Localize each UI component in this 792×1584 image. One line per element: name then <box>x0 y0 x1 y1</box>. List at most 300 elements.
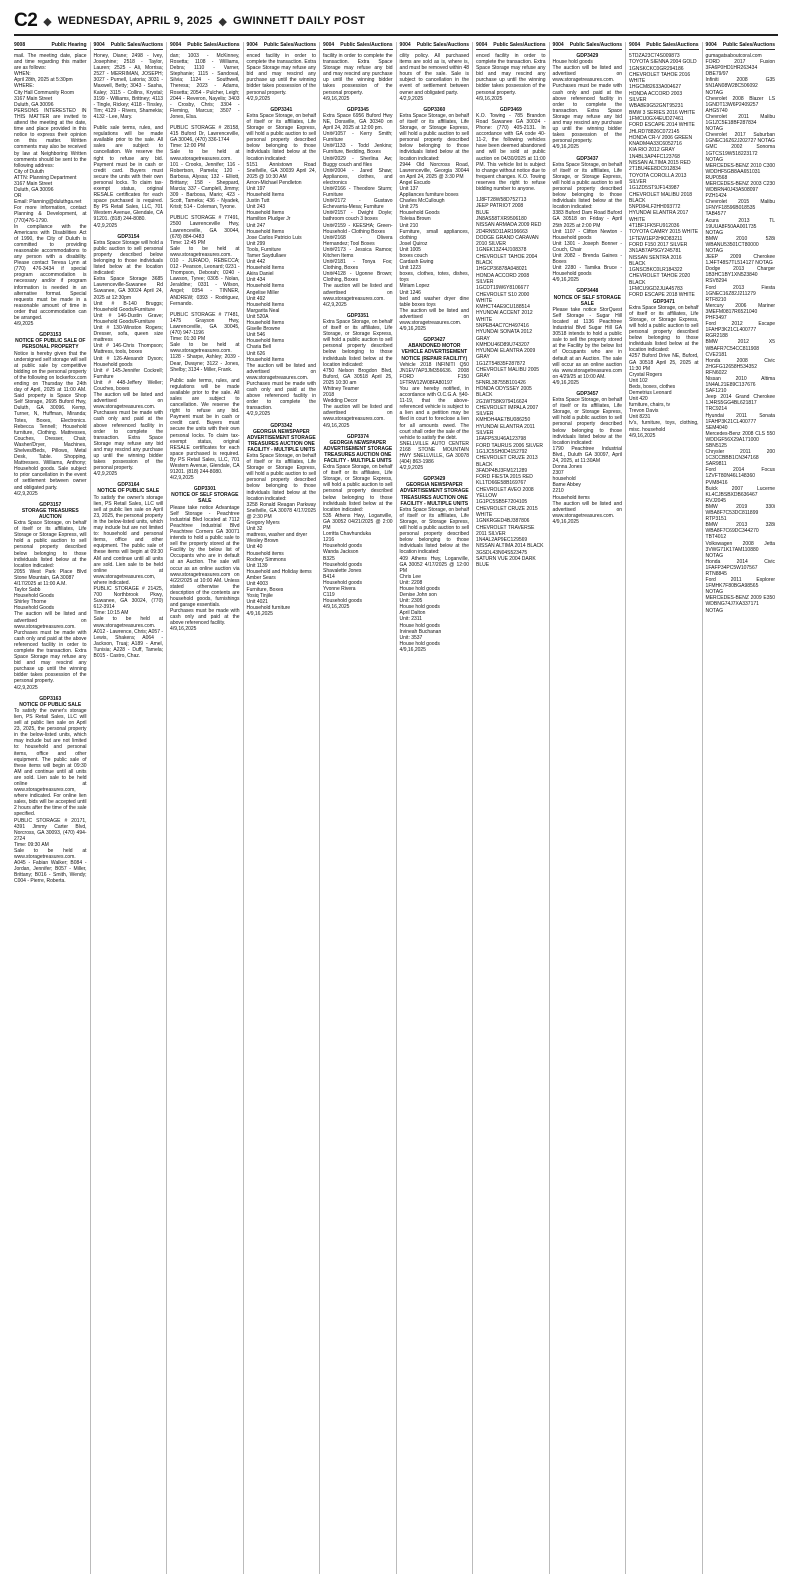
notice-line: Whitney Teamer <box>323 385 360 392</box>
notice-line: To satisfy the owner's storage lien, PS Retail Sales, LLC will sell at public lien sale on April 23, 2025, the personal property in the below-listed units, which may include but are not limited to: household and personal items, office and other equipment. The public sale of these items will begin at 09:30 AM and continue until all units are sold. Lien sale to be held online at www.storagetreasures.com, where indicated. <box>93 494 165 586</box>
notice-line: Ford 2014 Focus 1ZVFT80N46L148360 PVM8416 <box>705 467 777 486</box>
notice-line: In compliance with the Americans with Disabilities Act of 1990, the City of Duluth is committed to providing reasonable accommodations to any person with a disability. Please contact Teresa Lynn at (770) 476-3434 if special program accommodation is necessary and/or if program information is needed in an alternative format. Special requests must be made in a reasonable amount of time in order that accommodation can be arranged. <box>14 223 88 322</box>
notice-line: Public sale terms, rules, and regulations will be made available prior to the sale. All sales are subject to cancellation. We reserve the right to refuse any bid. Payment must be in cash or credit card. Buyers must secure the units with their own personal locks. To claim tax-exempt status, original RESALE certificates for each space purchased is required. By PS Retail Sales, LLC, 701 Western Avenue, Glendale, CA 91201. (818) 244-8080. <box>170 377 241 476</box>
notice-line: MERCEDES-BENZ 2003 C230 WDBRN40J43A508097 PZH1424 <box>705 180 777 200</box>
notice-line: Buick 2007 Lucerne KL4CJBSBXDB636467 RVJ2045 <box>705 485 777 504</box>
legal-notice <box>706 53 776 614</box>
notice-line: Unit 420 <box>629 396 648 403</box>
vehicle-entry: HYUNDAI ELANTRA 2011 SILVER <box>476 423 535 437</box>
notice-line: A045 - Fabian Walker; B084 - Jordan, Jennifer; B057 - Miller, Brittany; B016 - Smith, Wendy; C004 - Pierre, Roberta. <box>14 860 88 885</box>
notice-line: C119 <box>323 592 335 599</box>
column-header <box>629 42 699 50</box>
legal-notice <box>400 476 470 653</box>
legal-notice <box>323 434 393 611</box>
notice-line: 4/9,16,2025 <box>552 518 579 525</box>
notice-line: Unit: 2311 <box>399 616 422 623</box>
notice-line: Household Items <box>246 210 285 217</box>
legal-notice <box>94 482 164 659</box>
notice-line: Shirley Thorne <box>14 599 47 606</box>
notice-line: Household Items <box>246 338 285 345</box>
vehicle-entry: 5NPEB4AC7CH497416 <box>476 323 529 329</box>
vehicle-entry: CHEVROLET TRAVERSE 2011 SILVER <box>476 524 535 537</box>
notice-line: cility policy. All purchased items are sold as is, where is, and must be removed within 48 hours of the sale. Sale is subject to cancellation in the event of settlement between owner and obligated party. <box>399 53 471 96</box>
notice-line: Please take notice StorQuest Self Storage - Sugar Hill located at 1136 Peachtree Industrial Blvd Sugar Hill GA 30518 intends to hold a public sale to sell the property stored at the Facility by the below list of Occupants who are in default at an Auction. The sale will occur as an online auction via www.storagetreasures.com on 4/29/25 at 10:00 AM. <box>552 306 624 380</box>
column-category-code: 9004 <box>170 42 182 48</box>
column-5 <box>319 42 396 1574</box>
notice-line: Taylor Sabb <box>14 587 41 594</box>
bullet-separator-icon: ◆ <box>218 15 227 28</box>
notice-title: GEORGIA NEWSPAPER ADVERTISEMENT STORAGE TREASURES AUCTION ONE FACILITY - MULTIPLE UNITS <box>246 428 316 453</box>
notice-line: Unit#1057 - Kerry Smith; Furniture <box>323 131 394 144</box>
notice-line: 4/2,9,2025 <box>399 465 424 472</box>
notice-line: OR <box>14 193 22 200</box>
legal-notice <box>170 378 240 482</box>
notice-line: Unit 442 <box>246 259 266 266</box>
notice-line: The auction will be listed and advertised on www.storagetreasures.com. <box>323 283 394 302</box>
notice-line: JEEP 2009 Cherokee 1J4FT48S7TL514127 NOTAG <box>705 254 777 267</box>
notice-line: 4/2,9,2025 <box>170 475 194 482</box>
notice-line: 2055 West Park Place Blvd Stone Mountain, GA 30087 <box>14 568 88 581</box>
notice-line: Honda 2008 Civic 2HGFG12658H534352 RFN6022 <box>705 357 777 376</box>
vehicle-entry: 1FMCU9GD2JUA45783 <box>629 285 683 292</box>
page-number: C2 <box>14 10 38 31</box>
notice-id: GDP3342 <box>270 422 293 429</box>
notice-line: facility in order to complete the transaction. Extra Space Storage may refuse any bid and may rescind any purchase up until the winning bidder takes possession of the personal property. <box>323 53 394 96</box>
notice-line: Extra Space Storage, on behalf of itself or its affiliates, Life Storage, or Storage Express, will hold a public auction to sell personal property described below belonging to those individuals listed below at the location indicated: <box>399 112 471 162</box>
column-category-name: Public Sales/Auctions <box>110 42 164 48</box>
column-category-name: Public Sales/Auctions <box>340 42 393 48</box>
notice-line: 4/9,16,2025 <box>399 646 426 653</box>
notice-id: GDP3153 <box>39 332 62 339</box>
notice-line: Wanda Jackson <box>323 549 359 556</box>
notice-line: Unit # 126-Alexandr Dyson; Household goods <box>93 355 165 368</box>
notice-line: Akira Daniel <box>246 271 274 278</box>
notice-line: Rodney Simmons <box>246 556 287 563</box>
vehicle-entry: WBA8E9G52GNT95231 <box>629 103 684 110</box>
notice-line: A012 - Lawrence, Chris; A057 - Lewis, Shakera; A064 - Jackson, Truaj; A189 - Amel, Tunisia; A228 - Duff, Tamela; B015 - Castro, Chaz. <box>93 628 165 659</box>
notice-line: 3167 Main Street <box>14 95 53 102</box>
notice-line: Shavalette Jones <box>323 567 362 574</box>
notice-line: Unit 1246 <box>399 289 421 296</box>
notice-line: WHEN: <box>14 71 31 78</box>
vehicle-entry: 2D4RN5D11AR196663 <box>476 228 528 235</box>
notice-line: Ford 2013 Fiesta 1GNEC16Z82J211279 RTF8210 <box>705 284 777 303</box>
notice-line: Nissan 2010 Altima 1N4AL21E89C137676 SAF1210 <box>705 375 777 395</box>
notice-line: Unit 1301 - Joseph Bonner - Couch, Chair <box>552 240 624 253</box>
notice-line: FORD 2017 Fusion 3FA6P0HD1HR263434 DBE79/97 <box>705 59 777 78</box>
notice-line: Honey, Diane; 2498 - Ivey, Josephine; 2518 - Taylor, Lauren; 2525 - Ali, Morrisa; 2527 - MERRIMAN, JOSEPH; 3027 - Purnell, Latoria; 3031 - Maxwell, Betty; 3043 - Sasha, Kaley; 3115 - Collins, Krystal; 3199 - Williams, Brittney; 4113 - Tingle, Rickey; 4118 - Tinsley, Tim; 4129 - Rivers, Shamekia; 4132 - Lee, Mary. <box>93 53 165 120</box>
notice-line: Furniture, small appliances, clothing <box>399 228 471 241</box>
notice-line: Mercedes-Benz 2008 CLS 550 WDDGF56X29A171000 SBN5125 <box>705 430 777 449</box>
notice-line: Duluth, GA 30096 <box>14 187 54 194</box>
notice-line: WHERE: <box>14 83 34 90</box>
notice-line: Wesley Brown <box>246 538 279 545</box>
notice-line: MERCEDES-BENZ 2009 E350 WDBNG74J7XA337171 NOTAG <box>705 595 777 614</box>
vehicle-entry: 1N4BL3AP4FC123768 <box>629 153 680 160</box>
notice-line: Beds, boxes, clothes <box>629 383 676 390</box>
vehicle-entry: 1G1JC5SH0D4152792 <box>476 448 528 455</box>
notice-line: Jeep 2014 Grand Cherokee 1J4RS5GG4BL621817 TRC9214 <box>705 394 777 413</box>
vehicle-entry: HYUNDAI SONATA 2012 GRAY <box>476 329 532 342</box>
notice-line: Unit#2029 - Sherlina Aw; Buggy couch and files <box>323 155 394 168</box>
notice-line: Extra Space Storage, on behalf of itself or its affiliates, Life Storage or Storage Express, will hold a public auction to sell personal property described below belonging to those individuals listed below at the location indicated: <box>246 112 318 162</box>
notice-line: MERCEDES-BENZ 2010 C300 WDDHF5GB8AA651031 RUP0568 <box>705 162 777 181</box>
notice-line: PUBLIC STORAGE # 77481, 1475 Grayson Hwy, Lawrenceville, GA 30045, (470) 947-1196 <box>170 311 241 337</box>
notice-line: Household Items <box>246 320 285 327</box>
notice-line: 2944 Old Norcross Road, Lawrenceville, Georgia 30044 on April 24, 2025 @ 3:30 PM <box>399 161 471 180</box>
notice-id: GDP3427 <box>423 337 446 344</box>
notice-line: Vehicle 2018 INFINITI Q50 JN1EV7AP3JM356636. 2008 FORD F150 1FTRW12W08FA80197 <box>399 361 471 386</box>
notice-line: Unit 4003 <box>246 580 268 587</box>
legal-notice <box>247 107 317 418</box>
vehicle-entry: 5FNRL38755B101426 <box>476 379 526 386</box>
notice-line: 010 - JURADO, REBECCA; 012 - Pearson, Leonard; 0231 - Thompson, Deborah; 0240 - Lawson, Tyree; 0305 - Nolan, Jeraldine; 0331 - Wilson, Angel; 0354 - TINNER, ANDREW; 0393 - Rodriguez, Fernando. <box>170 258 241 307</box>
notice-line: Household Items <box>246 265 285 272</box>
notice-line: 4/2,9,2025 <box>14 684 38 691</box>
notice-line: Angelise Miller <box>246 289 280 296</box>
vehicle-entry: CHEVROLET TAHOE 2016 WHITE <box>629 71 691 85</box>
notice-line: Extra Space 6956 Buford Hwy NE, Doraville, GA 30340 on April 24, 2025 at 12:00 pm. <box>323 112 394 132</box>
notice-line: Furniture, Boxes <box>246 587 284 594</box>
notice-line: Household Items <box>246 356 285 363</box>
notice-id: GDP3448 <box>576 288 599 295</box>
notice-line: Unit#2173 - Jessica Ramos; Kitchen Items <box>323 246 394 259</box>
notice-line: Ford 2012 Escape 1FAHP3K21CL400777 RGR2188 <box>705 321 777 340</box>
notice-line: Sale to be held at www.storagetreasures.com. <box>170 245 241 258</box>
notice-line: Unit 8231 <box>629 414 651 421</box>
notice-line: Unit # 130-Winston Rogers; Dresser, sofa, queen size mattress <box>93 325 165 344</box>
notice-line: Time: 09:30 AM <box>14 841 49 848</box>
notice-line: Chevrolet 2011 Malibu 1G1ZC5E18BF287834 NOTAG <box>705 113 777 133</box>
notice-line: House hold goods <box>399 585 440 592</box>
vehicle-entry: JN8AS58TXR9506180 <box>476 215 527 222</box>
notice-id: GDP3345 <box>346 106 369 113</box>
notice-line: Unit 2082 - Brenda Gaines - Boxes <box>552 253 624 266</box>
column-1 <box>14 42 90 1574</box>
column-category-code: 9004 <box>629 42 641 48</box>
vehicle-entry: CHEVROLET S10 2000 WHITE <box>476 291 530 304</box>
notice-line: Extra Space Storage, on behalf of itself or its affiliates, Life Storage, or Storage Express, will hold a public auction to sell personal property described below belonging to those individuals listed below at the location indicated: <box>399 506 471 556</box>
notice-line: Unit 1223 <box>399 265 421 272</box>
column-header <box>94 42 164 50</box>
notice-line: Purchases must be made with cash only and paid at the above referenced facility. <box>170 608 241 627</box>
notice-line: Unit 2280 - Tamika Bruce - Household goods <box>552 265 624 278</box>
column-category-code: 9004 <box>323 42 335 48</box>
notice-line: Household goods <box>323 561 362 568</box>
notice-line: Honda 2014 Civic 1FAFP34PC5W107567 RTN8845 <box>705 558 777 577</box>
notice-line: 3167 Main Street <box>14 180 53 187</box>
legal-notice <box>400 53 470 102</box>
vehicle-entry: NISSAN SENTRA 2016 BLACK <box>629 254 682 267</box>
notice-line: Dodge 2013 Charger 1B3HC1BY1XN523840 RSV8294 <box>705 266 777 285</box>
bullet-separator-icon: ◆ <box>43 15 52 28</box>
vehicle-entry: 3FADP4BJ3FM121289 <box>476 467 528 474</box>
vehicle-entry: 1N4AL2AP9EC129569 <box>476 537 528 544</box>
notice-line: Duluth, GA 30096 <box>14 101 54 108</box>
vehicle-entry: CHEVROLET MALIBU 2005 GRAY <box>476 367 540 380</box>
notice-line: Tamer Saydullaev <box>246 253 287 259</box>
notice-title: NOTICE OF PUBLIC SALE <box>97 488 160 495</box>
column-category-name: Public Sales/Auctions <box>722 42 776 48</box>
column-header <box>170 42 240 50</box>
legal-notice <box>629 299 699 439</box>
vehicle-entry: 1GNEK13Z44J108378 <box>476 247 527 254</box>
notice-line: Extra Space Storage, on behalf of itself or its affiliates, Life Storage, or Storage Express, will hold a public auction to sell personal property described below belonging to those individuals listed below at the location indicated: <box>323 318 394 368</box>
notice-line: The auction will be listed and advertised on www.storagetreasures.com. <box>399 307 471 327</box>
notice-line: Unit#1133 - Todd Jenkins; Furniture, Bedding, Boxes <box>323 143 394 156</box>
legal-notice <box>400 337 470 471</box>
notice-line: 4/9,16,2025 <box>552 379 579 386</box>
notice-line: Unit 626 <box>246 350 266 357</box>
vehicle-entry: HYUNDAI ELANTRA 2009 GRAY <box>476 348 536 361</box>
vehicle-entry: DODGE GRAND CARAVAN 2010 SILVER <box>476 234 539 248</box>
vehicle-entry: CHEVROLET TAHOE 2004 BLACK <box>476 253 538 267</box>
legal-notice <box>323 53 393 102</box>
notice-line: Demetrius Leonard <box>629 389 672 396</box>
notice-line: Gregory Myers <box>246 520 280 527</box>
column-9 <box>625 42 702 1574</box>
notice-line: Sale to be held at www.storagetreasures.com. <box>93 616 165 629</box>
notice-line: enced facility in order to complete the transaction. Extra Space Storage may refuse any bid and may rescind any purchase up until the winning bidder takes possession of the personal property. <box>246 53 318 96</box>
notice-line: Tools, Furniture <box>246 246 282 253</box>
notice-line: City of Duluth <box>14 168 45 175</box>
notice-id: GDP3163 <box>39 695 62 702</box>
notice-title: NOTICE OF SELF STORAGE SALE <box>171 492 239 505</box>
vehicle-entry: CHEVROLET AVEO 2008 YELLOW <box>476 486 534 500</box>
notice-line: Extra Space Storage, on behalf of itself or its affiliates, Life Storage or Storage Express, will hold a public auction to sell personal property described below belonging to those individuals listed below at the location indicated: <box>14 520 88 569</box>
legal-notice <box>476 53 546 102</box>
vehicle-entry: 1GCDT19W6Y8106677 <box>476 285 529 292</box>
notice-line: 4/2,9,2025 <box>93 471 118 478</box>
notice-line: Extra Space Storage, on behalf of itself or its affiliates, Life Storage, or Storage Express, will hold a public auction to sell personal property described below belonging to those individuals listed below at the location indicated: <box>552 397 624 446</box>
notice-line: Sale to be held at www.storagetreasures.com. <box>170 342 241 355</box>
notice-line: Unit 434 <box>246 277 266 284</box>
notice-line: Yosiq Tinjile <box>246 593 273 600</box>
notice-line: Email: Planning@duluthga.net <box>14 199 82 206</box>
notice-line: Extra Space Storage, on behalf of itself or its affiliates, Life Storage or Storage Express, will hold a public auction to sell personal property described below belonging to those individuals listed below at the location indicated: <box>246 453 318 502</box>
notice-title: NOTICE OF PUBLIC SALE OF PERSONAL PROPERTY <box>15 338 86 351</box>
notice-line: The auction will be listed and advertised on www.storagetreasures.com. Purchases must be made with cash only and paid at the above referenced facility in order to complete the transaction. Extra Space Storage may refuse any bid and may rescind any purchase up until the winning bidder takes possession of the personal property. <box>93 392 165 472</box>
notice-line: The auction will be listed and advertised on www.storagetreasures.com. Purchases must be made with cash only and paid at the above referenced facility in order to complete the transaction. <box>246 362 318 412</box>
vehicle-entry: KMHDH4AE7BU086250 <box>476 417 531 424</box>
notice-line: April Dalton <box>399 610 426 617</box>
notice-line: 2018 <box>323 392 335 399</box>
column-category-name: Public Sales/Auctions <box>263 42 317 48</box>
notice-line: Chrysler 2011 200 1C3CCBBB1CN347168 SAR9811 <box>705 449 777 468</box>
column-3 <box>166 42 243 1574</box>
legal-notice <box>553 156 623 284</box>
notice-line: House hold goods <box>399 640 440 647</box>
notice-line: BMW 2013 328i WBA8F7C69DC344270 TBT4012 <box>705 522 777 541</box>
notice-line: Household Items <box>246 301 285 308</box>
notice-line: furniture, chairs, tv <box>629 402 671 409</box>
vehicle-entry: 3GSDL43N04S523475 <box>476 549 528 556</box>
vehicle-entry: NISSAN ALTIMA 2015 RED <box>629 160 691 167</box>
notice-id: GDP3471 <box>652 298 675 305</box>
notice-id: GDP3341 <box>270 106 293 113</box>
vehicle-entry: HYUNDAI ACCENT 2012 WHITE <box>476 310 533 323</box>
notice-line: tv's, furniture, toys, clothing, misc. household <box>629 420 700 433</box>
notice-line: Time: 01:30 PM <box>170 336 206 343</box>
legal-notice <box>247 53 317 102</box>
notice-line: 4/9,16,2025 <box>476 95 503 102</box>
notice-line: 2210 <box>552 488 564 495</box>
notice-line: House hold goods <box>399 622 440 629</box>
notice-line: 4/2,9,2025 <box>323 301 347 308</box>
vehicle-list <box>476 197 546 569</box>
notice-line: Unit#2157 - Dwight Doyle; bathroom couch 3 boxes <box>323 210 394 223</box>
notice-line: Extra Space Storage, on behalf of itself or its affiliates, Life Storage, or Storage Express, will hold a public auction to sell personal property described below belonging to those individuals listed below at the location indicated: <box>552 161 624 211</box>
notice-line: Giselle Browne <box>246 326 281 333</box>
notice-line: City Hall Community Room <box>14 89 75 96</box>
notice-line: Unit: 2208 <box>399 579 423 586</box>
notice-id: GDP3157 <box>39 501 62 508</box>
vehicle-entry: 1G1ZD5ST9JF143987 <box>629 185 680 192</box>
vehicle-entry: HONDA ODYSSEY 2005 BLACK <box>476 385 532 399</box>
notice-line: April 28th, 2025 at 5:30pm <box>14 77 73 84</box>
notice-line: 4/2,9,2025 <box>246 95 271 102</box>
notice-line: Public sale terms, rules, and regulations will be made available prior to the sale. All sales are subject to cancellation. We reserve the right to refuse any bid. Payment must be in cash or credit card. Buyers must secure the units with their own personal locks. To claim tax-exempt status, original RESALE certificates for each space purchased is required. By PS Retail Sales, LLC, 701 Western Avenue, Glendale, CA 91201. (818) 244-8080. <box>93 125 165 223</box>
legal-notice <box>170 125 240 210</box>
vehicle-entry: CHEVROLET CRUZE 2013 BLACK <box>476 455 538 468</box>
notice-line: mail. The meeting date, place and time regarding this matter are as follows: <box>14 53 88 72</box>
notice-line: Household Goods <box>14 593 55 600</box>
vehicle-entry: 1GNKRGED4BJ387806 <box>476 518 530 525</box>
notice-line: Unit#2181 - Tonya Fox; Clothing, Boxes <box>323 259 394 272</box>
vehicle-entry: JHLRD78826C072145 <box>629 128 680 135</box>
notice-line: BMW 2010 528i WBANU53501CT80000 NOTAG <box>705 235 777 254</box>
column-category-code: 9008 <box>14 42 26 48</box>
notice-line: Arron-Michael Pendleton <box>246 179 302 186</box>
notice-line: Extra Space Storage, on behalf of itself or its affiliates, Life Storage, or Storage Express, will hold a public auction to sell personal property described below belonging to those individuals listed below at the location indicated: <box>323 464 394 513</box>
notice-line: 3383 Buford Dam Road Buford GA 30518 on Friday - April 25th 2025 at 2:00 PM <box>552 210 624 229</box>
notice-line: Household goods <box>323 543 362 550</box>
notice-line: Charia Bell <box>246 344 272 351</box>
notice-line: Unit 1005 <box>399 246 421 253</box>
notice-line: Time: 12:45 PM <box>170 239 206 246</box>
notice-line: bed and washer dryer dine table boxes toys <box>399 295 471 308</box>
notice-line: Unit 520A <box>246 313 269 320</box>
vehicle-entry: 3N1AB7AP5GY245781 <box>629 248 682 255</box>
notice-line: Unit: 3537 <box>399 634 423 641</box>
notice-line: Angel Escudo <box>399 179 431 186</box>
notice-line: Infiniti 2008 G35 5N1AN08W28C506092 NOTAG <box>705 77 777 96</box>
notice-line: Hyundai 2011 Sonata 1FAHP3K21CL400777 SEM4040 <box>705 412 777 431</box>
vehicle-entry: HYUNDAI ELANTRA 2017 WHITE <box>629 210 689 223</box>
notice-id: GDP3351 <box>346 312 369 319</box>
notice-line: Unit 492 <box>246 295 266 302</box>
vehicle-entry: CHEVROLET TAHOE 2020 BLACK <box>629 273 691 286</box>
notice-title: GEORGIA NEWSPAPER ADVERTISEMENT STORAGE TREASURES AUCTION ONE FACILITY - MULTIPLE UNITS <box>399 482 469 507</box>
page-header <box>14 8 778 36</box>
notice-title: NOTICE OF PUBLIC SALE <box>19 701 82 708</box>
notice-line: Sale to be held at www.storagetreasures.com. <box>170 149 241 162</box>
column-header <box>14 42 87 50</box>
notice-line: Chevrolet 2015 Malibu 1FNYF18596B018535 TAB4577 <box>705 199 777 218</box>
notice-id: GDP3429 <box>576 53 599 59</box>
column-header <box>553 42 623 50</box>
notice-line: Unit # B-140 Bruggs; Household Goods/Furniture <box>93 300 165 313</box>
notice-line: 4/9,16,2025 <box>323 604 350 611</box>
vehicle-entry: NISSAN ARMADA 2009 RED <box>476 222 542 229</box>
notice-line: 4/9,16,2025 <box>629 432 656 439</box>
classified-columns <box>14 42 778 1574</box>
column-category-code: 9004 <box>399 42 411 48</box>
notice-line: Crystal Rogers <box>629 371 663 378</box>
notice-line: Unit#2159 - KEESHA; Green-Household - Clothing Boxes <box>323 222 393 235</box>
vehicle-entry: KIA RIO 2012 GRAY <box>629 147 675 154</box>
column-10 <box>702 42 779 1574</box>
vehicle-entry: 1HGCM82633A004627 <box>629 84 682 91</box>
vehicle-entry: CHEVROLET MALIBU 2018 BLACK <box>629 191 693 204</box>
notice-line: 1790 Peachtree Industrial Blvd., Duluth GA 30097, April 24, 2025, at 11:30AM <box>552 445 624 464</box>
notice-line: Unit 102 <box>629 377 648 384</box>
notice-line: PUBLIC STORAGE # 77491, 2500 Lawrenceville Hwy, Lawrenceville, GA 30044, (678) 884-0483 <box>170 215 241 240</box>
legal-notice <box>94 234 164 478</box>
legal-notice <box>553 53 623 151</box>
notice-line: 4/9,16,2025 <box>246 611 273 618</box>
notice-line: 4/9,16,2025 <box>323 95 350 102</box>
notice-line: You are hereby notified, in accordance with O.C.G.A. §40-11-19, that the above-referenced vehicle is subject to a lien and a petition may be filed in court to foreclose a lien for all amounts owed. The court shall order the sale of the vehicle to satisfy the debt. <box>399 385 471 441</box>
notice-line: House hold goods <box>399 604 440 611</box>
notice-line: PUBLIC STORAGE # 28158, 415 Buford Dr, Lawrenceville, GA 30046, (470) 336-1744 <box>170 125 241 144</box>
column-header <box>323 42 393 50</box>
notice-line: Unit 137 <box>399 185 419 192</box>
legal-notice <box>14 332 87 497</box>
notice-line: dan; 1003 - McKinney, Rosetta; 1108 - Williams, Debra; 1110 - Varner, Stephanie; 1115 - Sandoval, Silvia; 1124 - Southwell, Theresa; 2023 - Adams, Rosetta; 2054 - Pulcher, Leigh; 2044 - Reveron, Nayelis; 3403 - Crosby, Chris; 3304 - Fleming, Marcus; 3507 - Jones, Elsa. <box>170 53 241 120</box>
notice-line: B414 <box>323 573 335 580</box>
column-category-name: Public Sales/Auctions <box>646 42 699 48</box>
notice-title: GEORGIA NEWSPAPER ADVERTISEMENT STORAGE TREASURES AUCTION ONE FACILITY - MULTIPLE UNITS <box>323 439 393 464</box>
column-6 <box>396 42 473 1574</box>
vehicle-entry: 1J8FT28W58D752713 <box>476 197 527 204</box>
notice-line: House hold goods <box>552 59 593 66</box>
notice-line: Appliances furniture boxes <box>399 192 459 199</box>
column-category-name: Public Sales/Auctions <box>493 42 546 48</box>
column-4 <box>243 42 320 1574</box>
notice-line: 4750 Nelson Brogdon Blvd, Buford, GA 30518 April 25, 2025 10:30 am <box>323 367 394 386</box>
vehicle-entry: 1G1ZT54835F287872 <box>476 360 526 367</box>
notice-line: PUBLIC STORAGE # 20171, 4391 Jimmy Carter Blvd, Norcross, GA 30093, (470) 494-2724 <box>14 817 88 842</box>
vehicle-entry: KMHCT4AE9CU188514 <box>476 304 530 311</box>
vehicle-entry: KNADM4A33C6052716 <box>629 141 682 148</box>
notice-line: Unit # 448-Jeffery Weller; Couches, boxes <box>93 379 165 392</box>
notice-line: 4/9,2025 <box>14 321 34 328</box>
vehicle-entry: TOYOTA SIENNA 2004 GOLD <box>629 59 697 66</box>
notice-line: Sale to be held at www.storagetreasures.com. <box>14 848 88 861</box>
vehicle-entry: 5TDZA23C74S009873 <box>629 53 680 59</box>
notice-line: 1128 - Sharpe, Ashley; 2039 - Dear, Dwayne; 3122 - Jones, Shelby; 3134 - Miller, Frank. <box>170 354 241 373</box>
notice-line: Unit: 2305 <box>399 598 423 605</box>
notice-line: Unit 275 <box>399 204 419 211</box>
vehicle-entry: 1FMCU0GX4EUD27461 <box>629 115 684 122</box>
notice-line: Unit#4128 - Ugonne Brown; Clothing, Boxes <box>323 271 394 284</box>
notice-line: Unit 1107 - Clifton Newton - Household goods <box>552 228 624 241</box>
column-category-name: Public Sales/Auctions <box>416 42 470 48</box>
vehicle-entry: FORD TAURUS 2006 SILVER <box>476 442 544 449</box>
legal-notice <box>170 486 240 632</box>
notice-line: mattress, washer and dryer <box>246 532 308 539</box>
column-category-code: 9004 <box>705 42 717 48</box>
notice-line: ATTN: Planning Department <box>14 174 77 181</box>
vehicle-entry: CHEVROLET CRUZE 2015 WHITE <box>476 505 538 518</box>
vehicle-entry: TOYOTA CAMRY 2015 WHITE <box>629 229 699 236</box>
notice-line: Chevrolet 2017 Suburban 1GNEC16Z62J202727 NOTAG <box>705 132 777 145</box>
notice-line: 4/2,9,2025 <box>14 490 38 497</box>
notice-line: 535 Athens Hwy, Loganville, GA 30052 04/21/2025 @ 2:00 PM <box>323 512 394 532</box>
vehicle-entry: 2T1BU4EE8DC912834 <box>629 166 681 173</box>
notice-line: Household goods <box>323 579 362 586</box>
